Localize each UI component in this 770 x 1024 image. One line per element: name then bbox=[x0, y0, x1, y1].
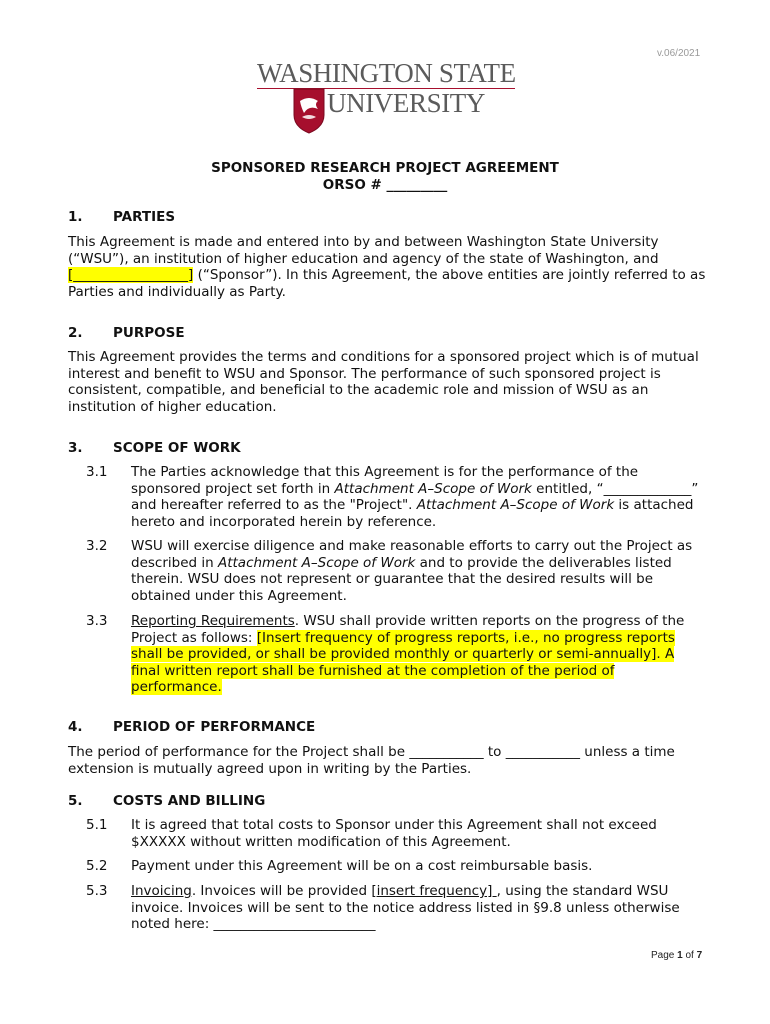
parties-text: This Agreement is made and entered into by and between Washington State University (“WSU”), an institution of higher education and agency of the state of Washington, and bbox=[68, 234, 659, 267]
clause-5-1 bbox=[86, 817, 706, 850]
clause-number: 5.3 bbox=[86, 883, 108, 899]
clause-text: The Parties acknowledge that this Agreement is for the performance of the sponsored project set forth in Attachment A–Scope of Work entitled, “_____________” and hereafter referred to as the "Project". Attachment A–Scope of Work is attached hereto and incorporated herein by reference. bbox=[131, 464, 699, 530]
page-footer: Page 1 of 7 bbox=[651, 950, 703, 961]
section-4-heading bbox=[68, 719, 315, 735]
clause-3-3 bbox=[86, 613, 706, 696]
section-title: COSTS AND BILLING bbox=[113, 793, 266, 809]
clause-number: 3.2 bbox=[86, 538, 108, 554]
section-3-heading bbox=[68, 440, 241, 456]
document-title: SPONSORED RESEARCH PROJECT AGREEMENT bbox=[211, 160, 559, 176]
parties-text-cont: (“Sponsor”). In this Agreement, the above entities are jointly referred to as Parties and individually as Party. bbox=[68, 267, 706, 300]
clause-number: 5.1 bbox=[86, 817, 108, 833]
clause-number: 3.3 bbox=[86, 613, 108, 629]
clause-text: WSU will exercise diligence and make reasonable efforts to carry out the Project as described in Attachment A–Scope of Work and to provide the deliverables listed therein. WSU does not represent or guarantee that the desired results will be obtained under this Agreement. bbox=[131, 538, 693, 604]
section-number: 2. bbox=[68, 325, 83, 341]
clause-5-2 bbox=[86, 858, 706, 875]
clause-text: Invoicing. Invoices will be provided [insert frequency] , using the standard WSU invoice. Invoices will be sent to the notice address listed in §9.8 unless otherwise noted here: ________________________ bbox=[131, 883, 680, 932]
wsu-shield-icon bbox=[292, 87, 326, 135]
clause-text: It is agreed that total costs to Sponsor under this Agreement shall not exceed $XXXXX without written modification of this Agreement. bbox=[131, 817, 657, 850]
sponsor-name-blank: [_________________] bbox=[68, 267, 194, 283]
section-title: PURPOSE bbox=[113, 325, 185, 341]
version-label: v.06/2021 bbox=[657, 48, 701, 59]
section-1-body bbox=[68, 234, 708, 300]
wsu-logo bbox=[255, 58, 517, 138]
clause-number: 3.1 bbox=[86, 464, 108, 480]
section-5-heading bbox=[68, 793, 265, 809]
section-2-heading bbox=[68, 325, 185, 341]
section-4-body: The period of performance for the Project shall be ___________ to ___________ unless a time extension is mutually agreed upon in writing by the Parties. bbox=[68, 744, 675, 777]
invoice-frequency-blank: [insert frequency] bbox=[371, 883, 497, 899]
section-number: 5. bbox=[68, 793, 83, 809]
clause-text: Reporting Requirements. WSU shall provide written reports on the progress of the Project as follows: [Insert frequency of progress reports, i.e., no progress reports shall be provided, or shall be provided monthly or quarterly or semi-annually]. A final written report shall be furnished at the completion of the period of performance. bbox=[131, 613, 685, 695]
section-title: SCOPE OF WORK bbox=[113, 440, 241, 456]
section-title: PARTIES bbox=[113, 209, 176, 225]
logo-line1: WASHINGTON STATE bbox=[257, 58, 516, 88]
clause-3-1 bbox=[86, 464, 706, 530]
orso-number: ORSO # _________ bbox=[322, 177, 448, 193]
section-1-heading bbox=[68, 209, 175, 225]
progress-report-placeholder: [Insert frequency of progress reports, i.e., no progress reports shall be provided, or shall be provided monthly or quarterly or semi-annually]. A final written report shall be furnished at the completion of the period of performance. bbox=[131, 629, 675, 695]
section-title: PERIOD OF PERFORMANCE bbox=[113, 719, 316, 735]
section-2-body: This Agreement provides the terms and conditions for a sponsored project which is of mutual interest and benefit to WSU and Sponsor. The performance of such sponsored project is consistent, compatible, and beneficial to the academic role and mission of WSU as an institution of higher education. bbox=[68, 349, 699, 415]
clause-text: Payment under this Agreement will be on a cost reimbursable basis. bbox=[131, 858, 593, 874]
clause-5-3 bbox=[86, 883, 706, 933]
section-number: 4. bbox=[68, 719, 83, 735]
section-number: 3. bbox=[68, 440, 83, 456]
clause-3-2 bbox=[86, 538, 706, 604]
section-number: 1. bbox=[68, 209, 83, 225]
clause-number: 5.2 bbox=[86, 858, 108, 874]
logo-line2: UNIVERSITY bbox=[327, 88, 485, 118]
